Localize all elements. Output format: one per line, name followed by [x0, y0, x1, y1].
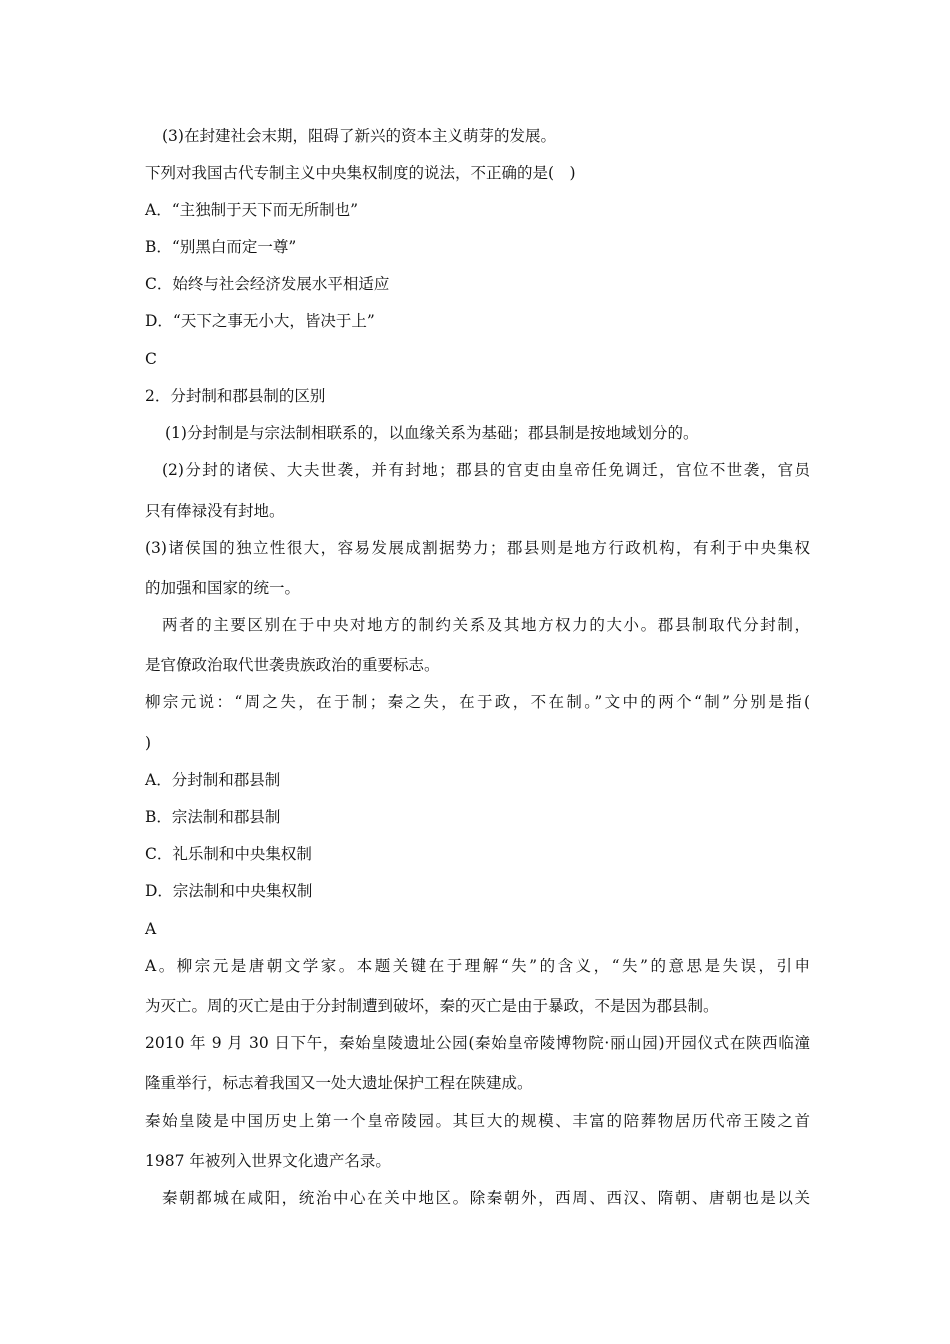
option-c-1: C．始终与社会经济发展水平相适应 [145, 275, 390, 293]
option-a-1: A．“主独制于天下而无所制也” [145, 201, 359, 219]
text-line-11: 只有俸禄没有封地。 [145, 502, 285, 520]
text-line-28: 1987 年被列入世界文化遗产名录。 [145, 1152, 391, 1170]
section-heading-2: 2．分封制和郡县制的区别 [145, 387, 326, 405]
text-line-14: 两者的主要区别在于中央对地方的制约关系及其地方权力的大小。郡县制取代分封制， [162, 616, 810, 634]
question-stem-2-end: ) [145, 734, 152, 752]
explanation-line-2: 为灭亡。周的灭亡是由于分封制遭到破坏，秦的灭亡是由于暴政，不是因为郡县制。 [145, 997, 719, 1015]
question-stem-2: 柳宗元说：“周之失，在于制；秦之失，在于政，不在制。”文中的两个“制”分别是指( [145, 693, 810, 711]
text-line-10: (2)分封的诸侯、大夫世袭，并有封地；郡县的官吏由皇帝任免调迁，官位不世袭，官员 [162, 461, 810, 479]
text-line-26: 隆重举行，标志着我国又一处大遗址保护工程在陕建成。 [145, 1074, 533, 1092]
text-line-12: (3)诸侯国的独立性很大，容易发展成割据势力；郡县则是地方行政机构，有利于中央集权 [145, 539, 810, 557]
option-d-1: D．“天下之事无小大，皆决于上” [145, 312, 375, 330]
option-a-2: A．分封制和郡县制 [145, 771, 281, 789]
option-c-2: C．礼乐制和中央集权制 [145, 845, 312, 863]
text-line-27: 秦始皇陵是中国历史上第一个皇帝陵园。其巨大的规模、丰富的陪葬物居历代帝王陵之首 [145, 1112, 810, 1130]
text-line-15: 是官僚政治取代世袭贵族政治的重要标志。 [145, 656, 440, 674]
text-line-25: 2010 年 9 月 30 日下午，秦始皇陵遗址公园(秦始皇帝陵博物院·丽山园)开园仪式在陕西临潼 [145, 1034, 810, 1052]
answer-1: C [145, 350, 157, 368]
option-b-2: B．宗法制和郡县制 [145, 808, 281, 826]
text-line-1: (3)在封建社会末期，阻碍了新兴的资本主义萌芽的发展。 [162, 127, 556, 145]
question-stem-1: 下列对我国古代专制主义中央集权制度的说法，不正确的是( ) [145, 164, 576, 182]
text-line-9: (1)分封制是与宗法制相联系的，以血缘关系为基础；郡县制是按地域划分的。 [165, 424, 699, 442]
text-line-29: 秦朝都城在咸阳，统治中心在关中地区。除秦朝外，西周、西汉、隋朝、唐朝也是以关 [162, 1189, 810, 1207]
option-d-2: D．宗法制和中央集权制 [145, 882, 313, 900]
answer-2: A [145, 920, 157, 938]
option-b-1: B．“别黑白而定一尊” [145, 238, 297, 256]
text-line-13: 的加强和国家的统一。 [145, 579, 301, 597]
explanation-line-1: A。柳宗元是唐朝文学家。本题关键在于理解“失”的含义，“失”的意思是失误，引申 [145, 957, 810, 975]
